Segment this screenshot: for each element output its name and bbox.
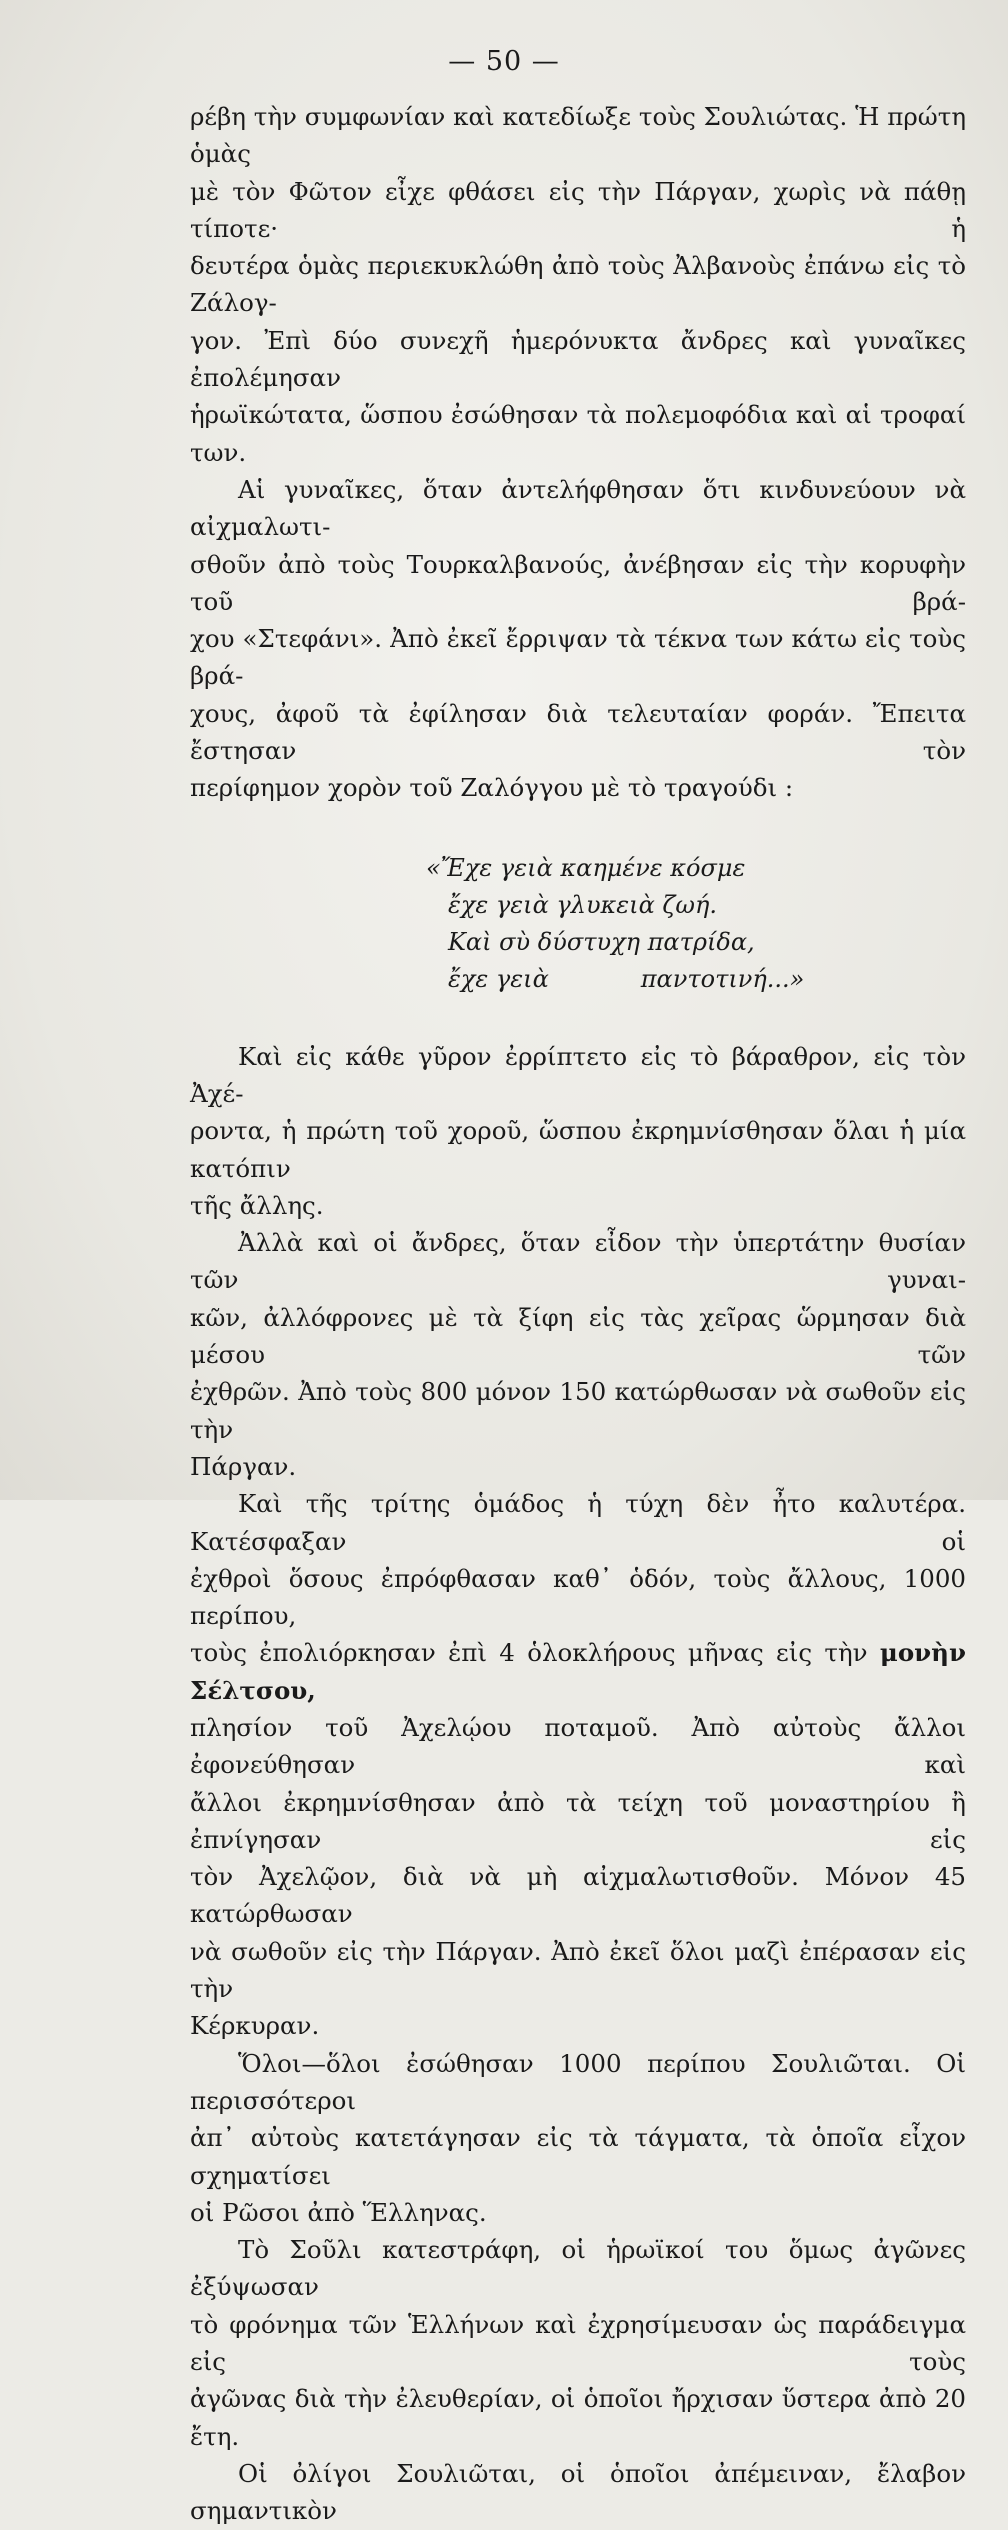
poem-line: «Ἔχε γειὰ καημένε κόσμε <box>426 853 746 882</box>
text-line: Πάργαν. <box>190 1451 297 1481</box>
text-line: Αἱ γυναῖκες, ὅταν ἀντελήφθησαν ὅτι κινδυνεύουν νὰ αἰχμαλωτι- <box>190 474 966 542</box>
text-line: περίφημον χορὸν τοῦ Ζαλόγγου μὲ τὸ τραγούδι : <box>190 773 794 803</box>
text-line: χους, ἀφοῦ τὰ ἐφίλησαν διὰ τελευταίαν φοράν. Ἔπειτα ἔστησαν τὸν <box>190 698 966 766</box>
text-line: Τὸ Σοῦλι κατεστράφη, οἱ ἡρωϊκοί του ὅμως ἀγῶνες ἐξύψωσαν <box>190 2235 966 2302</box>
text-line: ἐχθροὶ ὅσους ἐπρόφθασαν καθ᾿ ὁδόν, τοὺς ἄλλους, 1000 περίπου, <box>190 1563 966 1631</box>
text-line: Ὅλοι—ὅλοι ἐσώθησαν 1000 περίπου Σουλιῶται. Οἱ περισσότεροι <box>190 2048 966 2115</box>
text-line: χου «Στεφάνι». Ἀπὸ ἐκεῖ ἔρριψαν τὰ τέκνα των κάτω εἰς τοὺς βρά- <box>190 624 966 691</box>
text-line: τὸν Ἀχελῷον, διὰ νὰ μὴ αἰχμαλωτισθοῦν. Μόνον 45 κατώρθωσαν <box>190 1862 966 1929</box>
poem-line: ἔχε γειὰ γλυκειὰ ζωή. <box>448 890 717 919</box>
text-line: κῶν, ἀλλόφρονες μὲ τὰ ξίφη εἰς τὰς χεῖρας ὥρμησαν διὰ μέσου τῶν <box>190 1302 966 1370</box>
text-line: τὸ φρόνημα τῶν Ἑλλήνων καὶ ἐχρησίμευσαν ὡς παράδειγμα εἰς τοὺς <box>190 2309 966 2377</box>
text-line: τῆς ἄλλης. <box>190 1190 324 1220</box>
text-line: ροντα, ἡ πρώτη τοῦ χοροῦ, ὥσπου ἐκρημνίσθησαν ὅλαι ἡ μία κατόπιν <box>190 1116 966 1183</box>
text-line: Οἱ ὀλίγοι Σουλιῶται, οἱ ὁποῖοι ἀπέμειναν, ἔλαβον σημαντικὸν <box>190 2458 966 2526</box>
text-line: νὰ σωθοῦν εἰς τὴν Πάργαν. Ἀπὸ ἐκεῖ ὅλοι μαζὶ ἐπέρασαν εἰς τὴν <box>190 1936 966 2004</box>
text-line: μὲ τὸν Φῶτον εἶχε φθάσει εἰς τὴν Πάργαν, χωρὶς νὰ πάθῃ τίποτε· ἡ <box>190 176 966 243</box>
monastery-name: μονὴν Σέλτσου, <box>190 1638 966 1705</box>
poem-line: Καὶ σὺ δύστυχη πατρίδα, <box>448 927 755 956</box>
text-line: ρέβη τὴν συμφωνίαν καὶ κατεδίωξε τοὺς Σουλιώτας. Ἡ πρώτη ὁμὰς <box>190 102 966 169</box>
text-line: σθοῦν ἀπὸ τοὺς Τουρκαλβανούς, ἀνέβησαν εἰς τὴν κορυφὴν τοῦ βρά- <box>190 549 966 616</box>
text-line: Κέρκυραν. <box>190 2011 320 2041</box>
text-line: ἐχθρῶν. Ἀπὸ τοὺς 800 μόνον 150 κατώρθωσαν νὰ σωθοῦν εἰς τὴν <box>190 1377 966 1444</box>
text-line: γον. Ἐπὶ δύο συνεχῆ ἡμερόνυκτα ἄνδρες καὶ γυναῖκες ἐπολέμησαν <box>190 325 966 393</box>
text-line: οἱ Ρῶσοι ἀπὸ Ἕλληνας. <box>190 2197 487 2227</box>
text-line: ἀπ᾿ αὐτοὺς κατετάγησαν εἰς τὰ τάγματα, τὰ ὁποῖα εἶχον σχηματίσει <box>190 2123 966 2190</box>
text-line: Ἀλλὰ καὶ οἱ ἄνδρες, ὅταν εἶδον τὴν ὑπερτάτην θυσίαν τῶν γυναι- <box>190 1228 966 1295</box>
poem-word: ἔχε γειὰ <box>448 964 549 993</box>
poem-word: παντοτινή...» <box>640 964 805 993</box>
text-span: τοὺς ἐπολιόρκησαν ἐπὶ 4 ὁλοκλήρους μῆνας εἰς τὴν <box>190 1638 868 1668</box>
text-line: ἀγῶνας διὰ τὴν ἐλευθερίαν, οἱ ὁποῖοι ἤρχισαν ὕστερα ἀπὸ 20 ἔτη. <box>190 2384 966 2451</box>
text-line: δευτέρα ὁμὰς περιεκυκλώθη ἀπὸ τοὺς Ἀλβανοὺς ἐπάνω εἰς τὸ Ζάλογ- <box>190 251 966 318</box>
text-line: Καὶ τῆς τρίτης ὁμάδος ἡ τύχη δὲν ἦτο καλυτέρα. Κατέσφαξαν οἱ <box>190 1489 966 1556</box>
poem-line <box>426 961 966 998</box>
text-line: Καὶ εἰς κάθε γῦρον ἐρρίπτετο εἰς τὸ βάραθρον, εἰς τὸν Ἀχέ- <box>190 1041 966 1108</box>
poem <box>426 850 966 998</box>
text-line <box>190 1634 966 1709</box>
text-line: ἡρωϊκώτατα, ὥσπου ἐσώθησαν τὰ πολεμοφόδια καὶ αἱ τροφαί των. <box>190 400 966 467</box>
page-number: — 50 — <box>448 46 560 77</box>
text-line: ἄλλοι ἐκρημνίσθησαν ἀπὸ τὰ τείχη τοῦ μοναστηρίου ἢ ἐπνίγησαν εἰς <box>190 1787 966 1854</box>
text-line: πλησίον τοῦ Ἀχελῴου ποταμοῦ. Ἀπὸ αὐτοὺς ἄλλοι ἐφονεύθησαν καὶ <box>190 1712 966 1780</box>
body-text <box>190 98 966 2530</box>
